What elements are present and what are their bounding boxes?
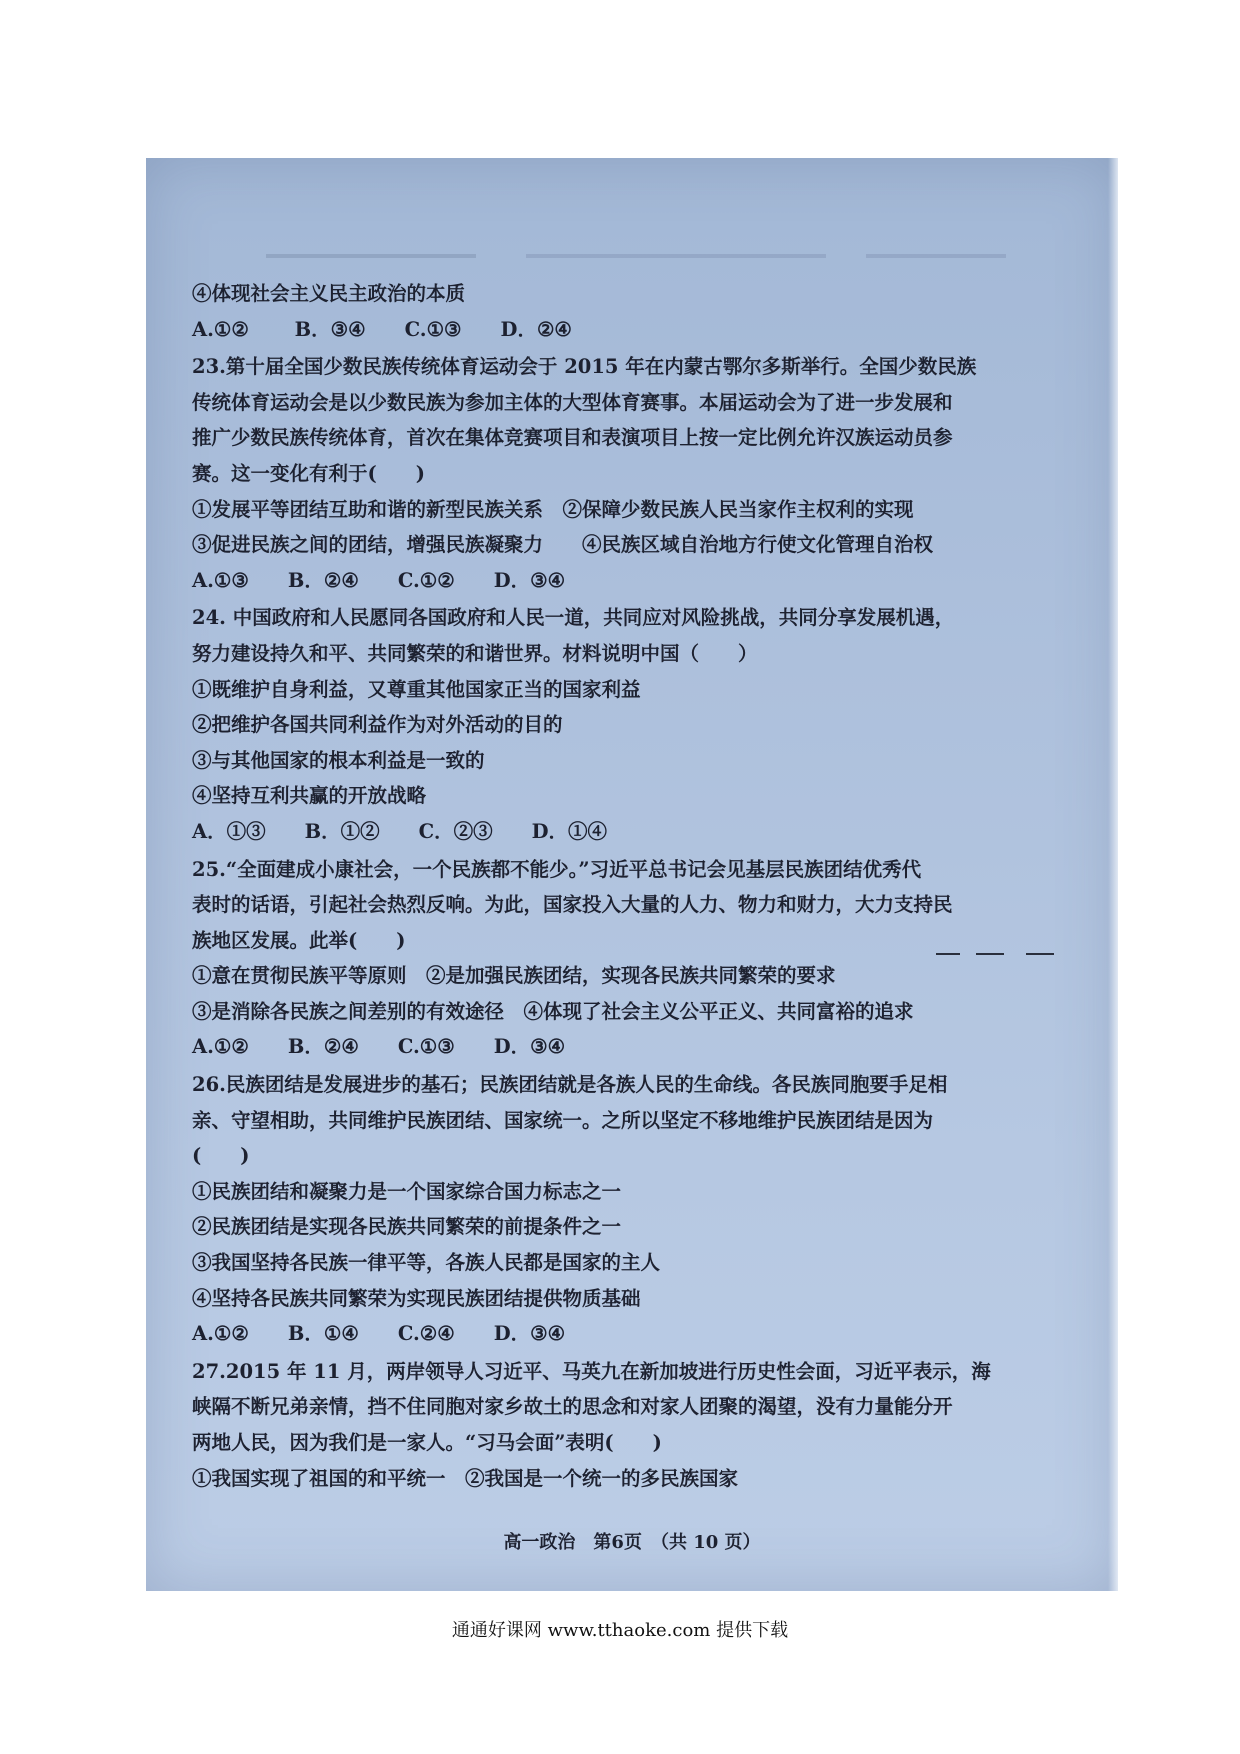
- bleed-through-marks: [266, 246, 1026, 266]
- page-number-footer: 高一政治 第6页 （共 10 页）: [503, 1532, 761, 1553]
- option-line: ①意在贯彻民族平等原则 ②是加强民族团结，实现各民族共同繁荣的要求: [192, 964, 836, 988]
- bleed-through-text: [266, 246, 1026, 270]
- question-24-line: 24. 中国政府和人民愿同各国政府和人民一道，共同应对风险挑战，共同分享发展机遇，: [192, 606, 955, 630]
- answer-options: A.①② B．②④ C.①③ D．③④: [192, 1035, 566, 1059]
- question-26-line: ( ): [192, 1144, 250, 1168]
- option-line: ③是消除各民族之间差别的有效途径 ④体现了社会主义公平正义、共同富裕的追求: [192, 999, 914, 1023]
- question-23-line: 赛。这一变化有利于( ): [192, 461, 425, 485]
- answer-options: A．①③ B．①② C．②③ D．①④: [192, 819, 608, 843]
- question-25-line: 表时的话语，引起社会热烈反响。为此，国家投入大量的人力、物力和财力，大力支持民: [192, 893, 953, 917]
- answer-options: A.①② B．③④ C.①③ D．②④: [192, 317, 572, 341]
- page-edge-highlight: [1108, 158, 1118, 1591]
- site-footer: 通通好课网 www.tthaoke.com 提供下载: [451, 1620, 789, 1641]
- option-line: ①发展平等团结互助和谐的新型民族关系 ②保障少数民族人民当家作主权利的实现: [192, 497, 914, 521]
- margin-dash: [936, 953, 960, 955]
- question-23-line: 23.第十届全国少数民族传统体育运动会于 2015 年在内蒙古鄂尔多斯举行。全国少数民族: [192, 355, 977, 379]
- option-line: ③促进民族之间的团结，增强民族凝聚力 ④民族区域自治地方行使文化管理自治权: [192, 533, 934, 557]
- question-23-line: 推广少数民族传统体育，首次在集体竞赛项目和表演项目上按一定比例允许汉族运动员参: [192, 426, 953, 450]
- option-line: ②把维护各国共同利益作为对外活动的目的: [192, 713, 563, 737]
- option-line: ①既维护自身利益，又尊重其他国家正当的国家利益: [192, 677, 641, 701]
- question-26-line: 亲、守望相助，共同维护民族团结、国家统一。之所以坚定不移地维护民族团结是因为: [192, 1108, 934, 1132]
- margin-dash: [1026, 953, 1054, 955]
- question-27-line: 27.2015 年 11 月，两岸领导人习近平、马英九在新加坡进行历史性会面，习近平表示，海: [192, 1359, 991, 1383]
- option-line: ④坚持互利共赢的开放战略: [192, 784, 427, 808]
- question-24-line: 努力建设持久和平、共同繁荣的和谐世界。材料说明中国（ ）: [192, 641, 758, 665]
- question-26-line: 26.民族团结是发展进步的基石；民族团结就是各族人民的生命线。各民族同胞要手足相: [192, 1073, 948, 1097]
- option-line: ①民族团结和凝聚力是一个国家综合国力标志之一: [192, 1179, 622, 1203]
- answer-options: A.①② B．①④ C.②④ D．③④: [192, 1322, 566, 1346]
- exam-text-block: [192, 276, 1092, 1496]
- photo-of-exam-page: [146, 158, 1118, 1591]
- option-line: ③与其他国家的根本利益是一致的: [192, 748, 485, 772]
- question-25-line: 族地区发展。此举( ): [192, 928, 406, 952]
- margin-dash: [976, 953, 1004, 955]
- option-line: ④坚持各民族共同繁荣为实现民族团结提供物质基础: [192, 1286, 641, 1310]
- question-27-line: 峡隔不断兄弟亲情，挡不住同胞对家乡故土的思念和对家人团聚的渴望，没有力量能分开: [192, 1395, 953, 1419]
- question-23-line: 传统体育运动会是以少数民族为参加主体的大型体育赛事。本届运动会为了进一步发展和: [192, 390, 953, 414]
- answer-options: A.①③ B．②④ C.①② D．③④: [192, 568, 566, 592]
- option-line: ③我国坚持各民族一律平等，各族人民都是国家的主人: [192, 1251, 661, 1275]
- question-25-line: 25.“全面建成小康社会，一个民族都不能少。”习近平总书记会见基层民族团结优秀代: [192, 857, 922, 881]
- text-line: ④体现社会主义民主政治的本质: [192, 282, 466, 305]
- option-line: ②民族团结是实现各民族共同繁荣的前提条件之一: [192, 1215, 622, 1239]
- option-line: ①我国实现了祖国的和平统一 ②我国是一个统一的多民族国家: [192, 1466, 739, 1490]
- question-27-line: 两地人民，因为我们是一家人。“习马会面”表明( ): [192, 1431, 662, 1454]
